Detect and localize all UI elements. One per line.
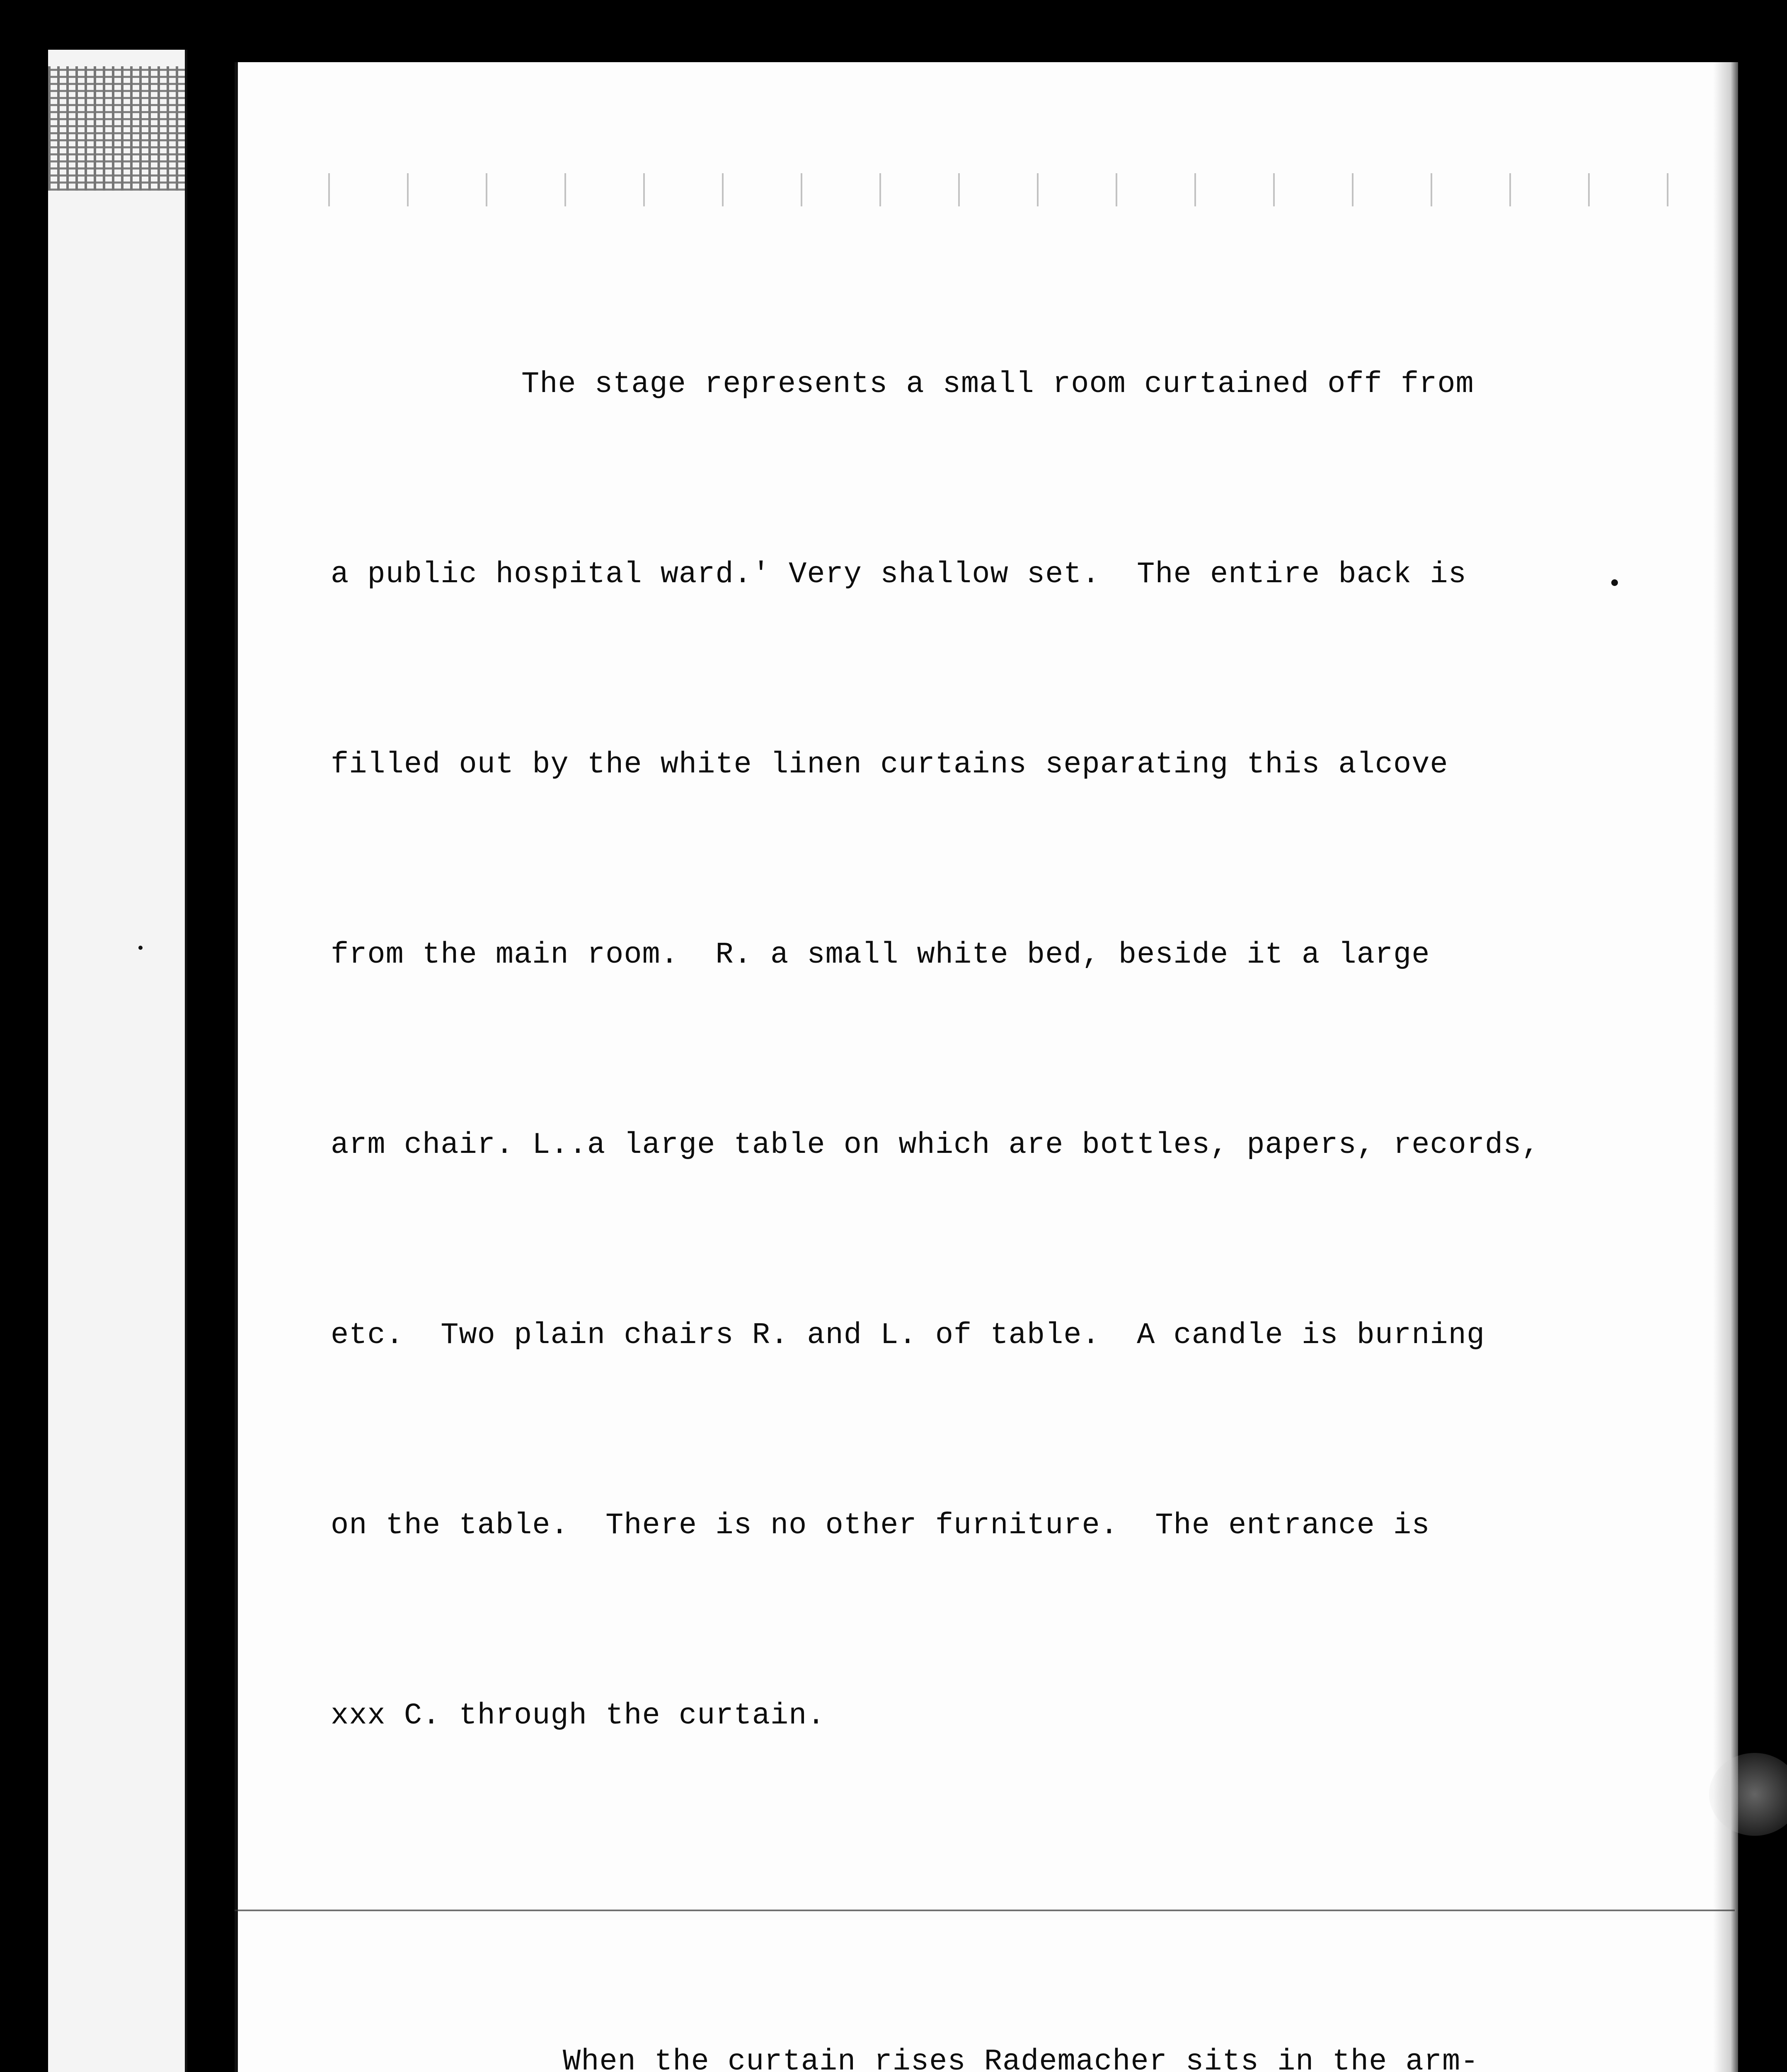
text-line: on the table. There is no other furniture. The entrance is <box>331 1508 1430 1542</box>
adjacent-page-strip <box>48 50 187 2072</box>
text-line: When the curtain rises Rademacher sits in the arm- <box>563 2045 1479 2072</box>
text-line: a public hospital ward.' Very shallow set. The entire back is <box>331 557 1467 591</box>
ink-speck <box>138 946 143 950</box>
typed-page <box>235 62 1738 2072</box>
typewriter-tick-marks <box>304 173 1713 206</box>
scene-intro-paragraph <box>331 1903 1740 2072</box>
text-line: from the main room. R. a small white bed, beside it a large <box>331 938 1430 972</box>
text-line: etc. Two plain chairs R. and L. of table. A candle is burning <box>331 1318 1485 1352</box>
script-text <box>331 226 1740 2072</box>
ink-speck <box>1611 579 1618 586</box>
text-line: xxx C. through the curtain. <box>331 1699 826 1733</box>
fold-crease <box>235 1910 1735 1911</box>
stage-direction-paragraph <box>331 226 1740 1874</box>
scan-noise <box>48 66 185 191</box>
text-line: filled out by the white linen curtains separating this alcove <box>331 748 1448 782</box>
text-line: arm chair. L..a large table on which are bottles, papers, records, <box>331 1128 1540 1162</box>
text-line: The stage represents a small room curtained off from <box>521 367 1474 401</box>
